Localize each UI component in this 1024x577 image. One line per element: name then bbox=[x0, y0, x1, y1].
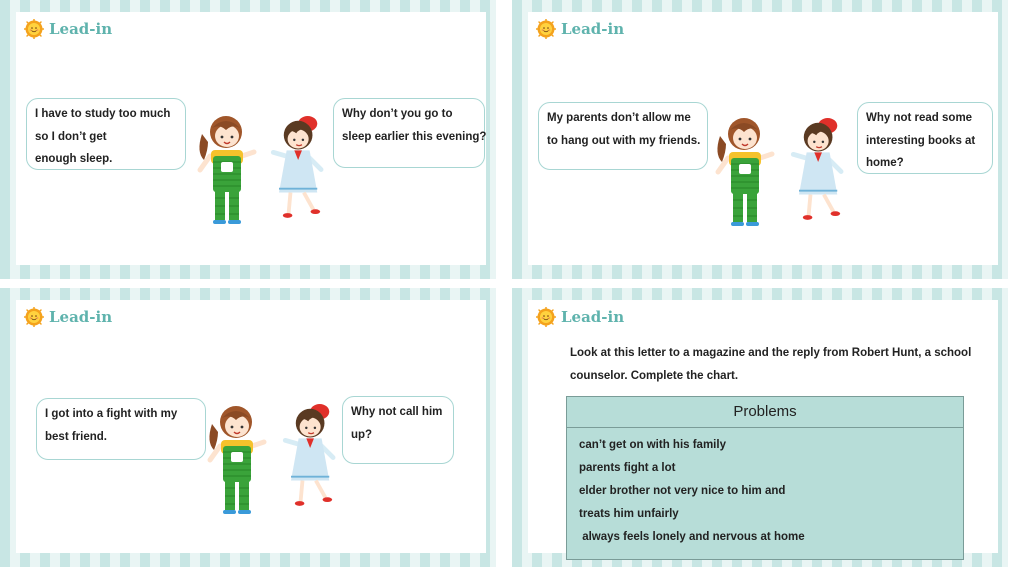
sun-icon bbox=[24, 19, 44, 39]
bubble-line: best friend. bbox=[45, 430, 107, 443]
slide-title bbox=[536, 19, 624, 39]
bubble-line: so I don’t get bbox=[35, 130, 107, 143]
speech-bubble-left bbox=[538, 102, 708, 170]
instructions-line: counselor. Complete the chart. bbox=[570, 370, 739, 382]
chart-row: parents fight a lot bbox=[579, 462, 676, 474]
sun-icon bbox=[536, 307, 556, 327]
bubble-line: up? bbox=[351, 428, 373, 441]
girl-overalls-illustration bbox=[710, 114, 780, 229]
bubble-line: sleep earlier this evening? bbox=[342, 130, 487, 143]
chart-row: always feels lonely and nervous at home bbox=[579, 531, 805, 543]
bubble-line: Why not read some bbox=[866, 112, 973, 124]
girl-beret-illustration bbox=[786, 118, 856, 228]
slide-3 bbox=[0, 288, 496, 567]
bubble-line: I got into a fight with my bbox=[45, 408, 178, 420]
bubble-line: home? bbox=[866, 157, 904, 169]
chart-body bbox=[567, 428, 963, 555]
slide-title bbox=[536, 307, 624, 327]
girl-beret-illustration bbox=[278, 404, 348, 514]
slide-title-text: Lead-in bbox=[561, 308, 625, 326]
speech-bubble-right bbox=[333, 98, 485, 168]
speech-bubble-left bbox=[26, 98, 186, 170]
slide-title-text: Lead-in bbox=[561, 20, 625, 38]
chart-row: elder brother not very nice to him and bbox=[579, 485, 786, 497]
slide-2 bbox=[512, 0, 1008, 279]
bubble-line: I have to study too much bbox=[35, 108, 171, 120]
instructions-line: Look at this letter to a magazine and the reply from Robert Hunt, a school bbox=[570, 347, 972, 359]
slide-title bbox=[24, 19, 112, 39]
speech-bubble-right bbox=[342, 396, 454, 464]
girl-overalls-illustration bbox=[192, 112, 262, 227]
chart-row: can’t get on with his family bbox=[579, 439, 726, 451]
girl-beret-illustration bbox=[266, 116, 336, 226]
chart-header: Problems bbox=[567, 397, 963, 428]
problems-chart bbox=[566, 396, 964, 560]
bubble-line: to hang out with my friends. bbox=[547, 134, 701, 147]
sun-icon bbox=[536, 19, 556, 39]
slide-title-text: Lead-in bbox=[49, 20, 113, 38]
speech-bubble-left bbox=[36, 398, 206, 460]
slide-title-text: Lead-in bbox=[49, 308, 113, 326]
bubble-line: interesting books at bbox=[866, 134, 976, 147]
girl-overalls-illustration bbox=[202, 402, 272, 517]
bubble-line: Why not call him bbox=[351, 406, 443, 418]
bubble-line: Why don’t you go to bbox=[342, 108, 453, 120]
bubble-line: My parents don’t allow me bbox=[547, 112, 691, 124]
chart-row: treats him unfairly bbox=[579, 508, 679, 520]
bubble-line: enough sleep. bbox=[35, 153, 113, 165]
speech-bubble-right bbox=[857, 102, 993, 174]
slide-4 bbox=[512, 288, 1008, 567]
instructions-text bbox=[570, 342, 970, 388]
slide-1 bbox=[0, 0, 496, 279]
slide-title bbox=[24, 307, 112, 327]
sun-icon bbox=[24, 307, 44, 327]
